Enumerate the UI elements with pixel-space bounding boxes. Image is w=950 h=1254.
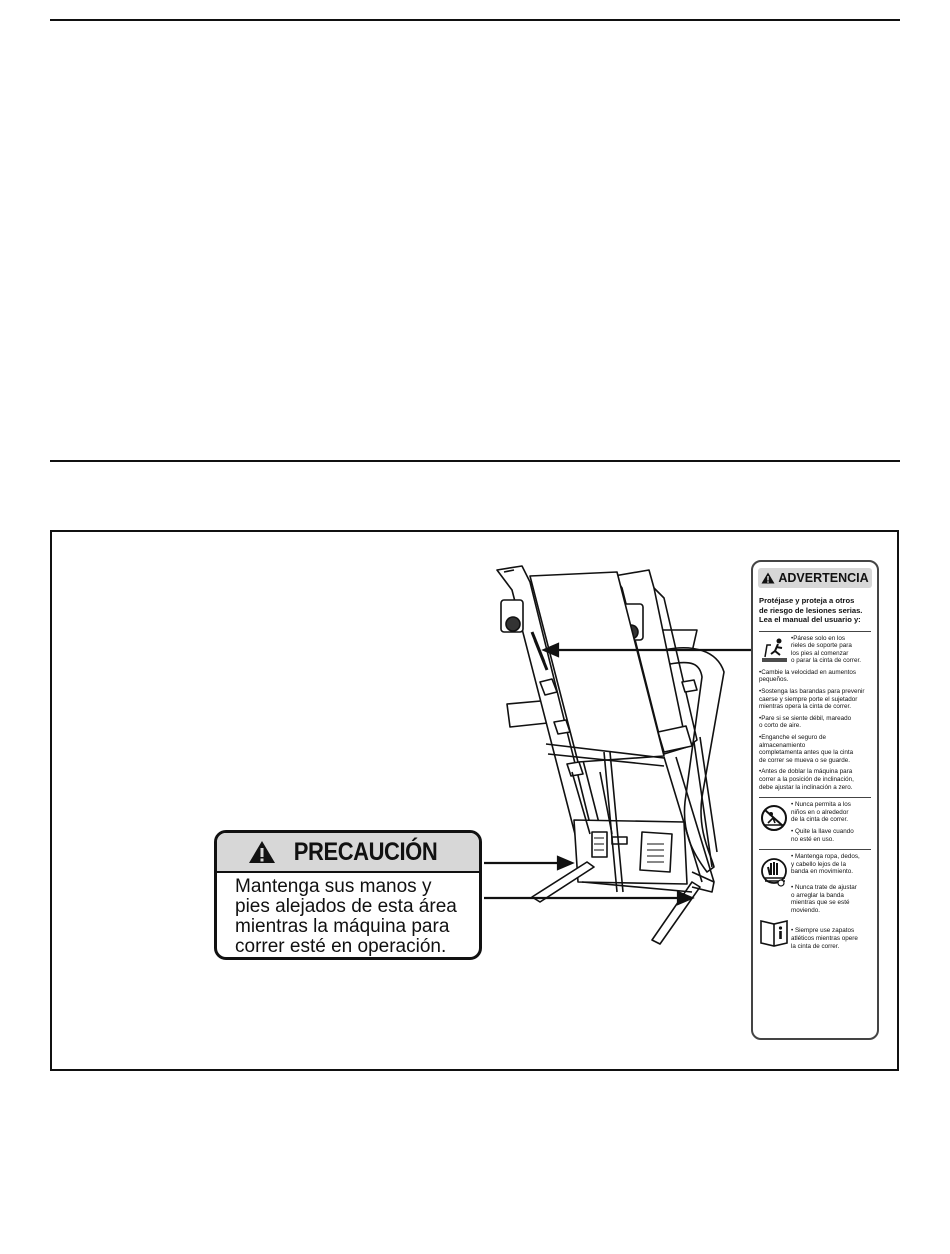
warning-triangle-icon [248, 840, 276, 864]
item-line: •Sostenga las barandas para prevenir [759, 688, 865, 696]
caution-line: Mantenga sus manos y [235, 876, 432, 897]
item-line: de correr se mueva o se guarde. [759, 756, 851, 764]
item-line: •Párese solo en los [791, 634, 846, 642]
item-line: o corto de aire. [759, 722, 802, 730]
warning-item [759, 669, 871, 684]
item-line: •Enganche el seguro de [759, 734, 826, 742]
top-rule [50, 19, 900, 21]
item-line: los pies al comenzar [791, 649, 849, 657]
read-manual-icon [759, 917, 791, 947]
warning-item [759, 734, 871, 764]
caution-header [217, 833, 479, 873]
item-line: •Cambie la velocidad en aumentos [759, 668, 857, 676]
item-line: de la cinta de correr. [791, 816, 849, 824]
warning-item [759, 715, 871, 730]
item-line: la cinta de correr. [791, 942, 840, 950]
caution-line: pies alejados de esta área [235, 896, 457, 917]
hand-hazard-icon [759, 853, 791, 893]
item-line: almacenamiento [759, 741, 806, 749]
warning-item [791, 801, 854, 824]
warning-row-shoes [759, 917, 871, 950]
item-line: no esté en uso. [791, 835, 835, 843]
intro-line: de riesgo de lesiones serias. [759, 605, 863, 615]
item-line: caerse y siempre porte el sujetador [759, 695, 858, 703]
warning-item [791, 853, 860, 876]
intro-line: Lea el manual del usuario y: [759, 615, 861, 624]
warning-item [759, 768, 871, 791]
item-line: correr a la posición de inclinación, [759, 776, 854, 783]
warning-item [759, 688, 871, 711]
item-line: moviendo. [791, 906, 821, 914]
item-line: •Antes de doblar la máquina para [759, 768, 853, 776]
warning-intro [759, 596, 871, 625]
caution-text [217, 873, 479, 957]
item-line: pequeños. [759, 676, 789, 684]
divider [759, 797, 871, 798]
item-line: o parar la cinta de correr. [791, 657, 862, 665]
item-line: • Siempre use zapatos [791, 927, 855, 935]
warning-items-group [791, 801, 854, 843]
item-line: mientras que se esté [791, 899, 850, 907]
warning-row-rails [759, 635, 871, 665]
item-line: • Nunca permita a los [791, 801, 851, 809]
warning-label [751, 560, 879, 1040]
caution-line: correr esté en operación. [235, 936, 447, 957]
warning-item [791, 927, 858, 950]
caution-label [214, 830, 482, 960]
warning-row-belt [759, 853, 871, 914]
item-line: niños en o alrededor [791, 808, 849, 816]
item-line: y cabello lejos de la [791, 860, 846, 868]
item-line: • Mantenga ropa, dedos, [791, 853, 860, 861]
item-line: atléticos mientras opere [791, 934, 858, 942]
falling-person-icon [759, 635, 791, 665]
warning-row-children [759, 801, 871, 843]
warning-items-group [791, 853, 860, 914]
no-children-icon [759, 801, 791, 835]
item-line: o arreglar la banda [791, 891, 844, 899]
item-line: • Quite la llave cuando [791, 827, 854, 835]
warning-triangle-icon [761, 572, 775, 584]
caution-line: mientras la máquina para [235, 916, 450, 937]
item-line: • Nunca trate de ajustar [791, 883, 857, 891]
item-line: mientras opera la cinta de correr. [759, 703, 852, 711]
warning-item [791, 884, 860, 914]
item-line: rieles de soporte para [791, 642, 852, 650]
warning-item [791, 828, 854, 843]
warning-item [791, 635, 861, 665]
item-line: completamenta antes que la cinta [759, 749, 854, 757]
divider [759, 631, 871, 632]
middle-rule [50, 460, 900, 462]
warning-title: ADVERTENCIA [778, 571, 869, 585]
caution-title: PRECAUCIÓN [294, 837, 438, 866]
item-line: banda en movimiento. [791, 868, 853, 876]
item-line: •Pare si se siente débil, mareado [759, 714, 852, 722]
figure-box [50, 530, 899, 1071]
warning-header [758, 568, 872, 588]
item-line: debe ajustar la inclinación a zero. [759, 783, 853, 791]
divider [759, 849, 871, 850]
intro-line: Protéjase y proteja a otros [759, 596, 855, 605]
